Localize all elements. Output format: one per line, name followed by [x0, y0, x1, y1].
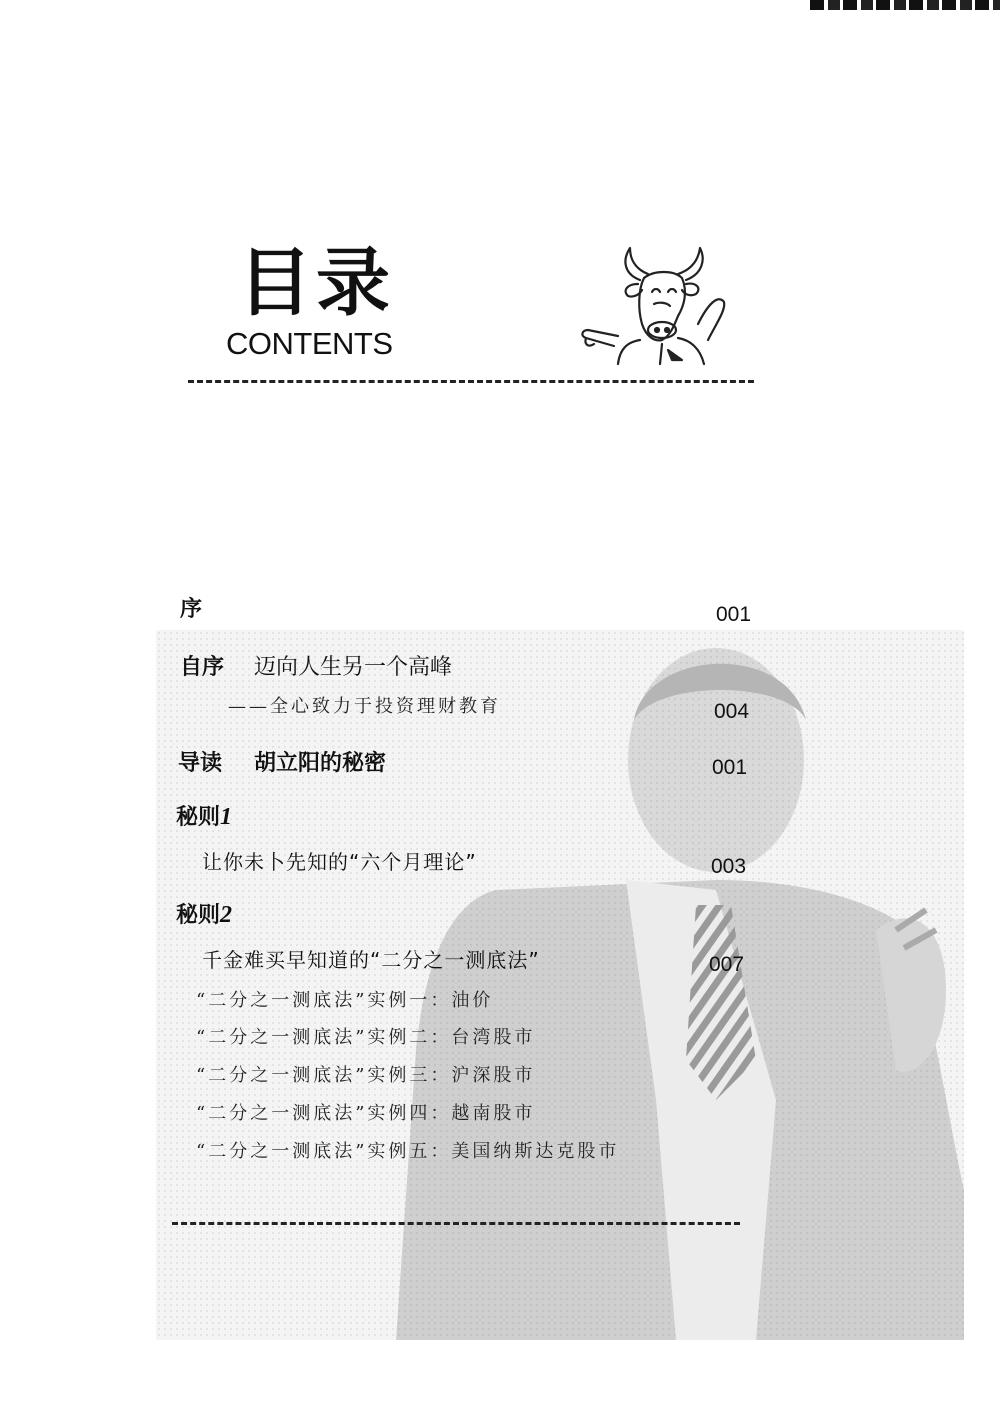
scan-artifact-bar [810, 0, 1000, 10]
toc-rule2-label: 秘则 [176, 903, 221, 928]
toc-rule2-example-4: “二分之一测底法”实例四：越南股市 [196, 1103, 536, 1124]
title-chinese: 目录 [238, 240, 394, 326]
toc-author-preface-subtitle: ——全心致力于投资理财教育 [228, 696, 501, 717]
toc-rule2-number: 2 [220, 902, 233, 928]
toc-rule2-example-5: “二分之一测底法”实例五：美国纳斯达克股市 [196, 1141, 620, 1162]
toc-rule2-page: 007 [709, 953, 745, 976]
toc-author-preface-page: 004 [714, 700, 750, 723]
author-photo [156, 630, 964, 1340]
title-english: CONTENTS [226, 326, 393, 361]
toc-rule1-heading [176, 800, 232, 831]
toc-guide-page: 001 [712, 756, 748, 779]
toc-preface-page: 001 [716, 603, 752, 626]
toc-rule1-page: 003 [711, 855, 747, 878]
toc-rule2-title: 千金难买早知道的“二分之一测底法” [202, 948, 540, 972]
toc-rule1-number: 1 [220, 804, 233, 830]
toc-rule2-example-1: “二分之一测底法”实例一：油价 [196, 990, 494, 1011]
divider-bottom [172, 1222, 740, 1225]
toc-rule2-example-3: “二分之一测底法”实例三：沪深股市 [196, 1065, 536, 1086]
toc-rule1-label: 秘则 [176, 805, 221, 830]
toc-author-preface-title: 迈向人生另一个高峰 [254, 655, 453, 680]
toc-preface-label: 序 [180, 597, 203, 622]
bull-mascot-icon [578, 244, 734, 366]
toc-guide-label: 导读 [178, 751, 223, 776]
toc-guide-title: 胡立阳的秘密 [254, 751, 387, 776]
divider-top [188, 380, 754, 383]
toc-rule2-heading [176, 898, 232, 929]
toc-rule2-example-2: “二分之一测底法”实例二：台湾股市 [196, 1027, 536, 1048]
toc-rule1-title: 让你未卜先知的“六个月理论” [202, 850, 477, 874]
toc-author-preface-label: 自序 [180, 655, 225, 680]
